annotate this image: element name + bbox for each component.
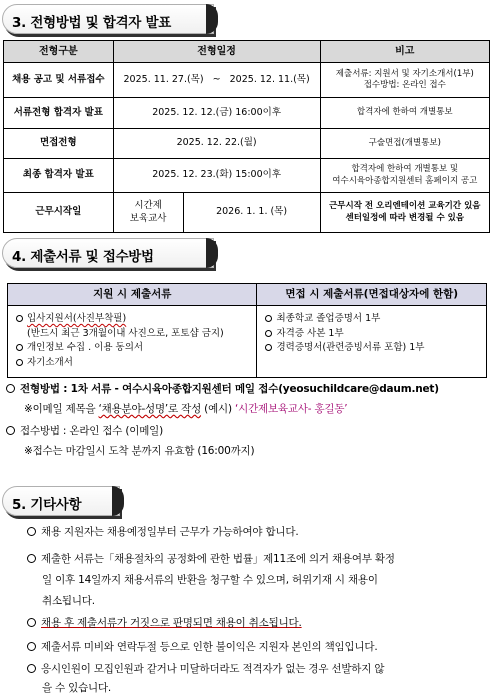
row-label: 서류전형 합격자 발표 bbox=[4, 98, 114, 129]
note-item bbox=[27, 549, 395, 612]
row-note: 합격자에 한하여 개별통보 bbox=[320, 98, 489, 129]
list-item-text: 개인정보 수집 . 이용 동의서 bbox=[27, 342, 144, 354]
section-3-title: 3. 전형방법 및 합격자 발표 bbox=[12, 15, 171, 31]
row-schedule: 2025. 12. 23.(화) 15:00이후 bbox=[113, 159, 320, 193]
list-item-text: 입사지원서(사진부착필) bbox=[27, 313, 127, 324]
list-item: (반드시 최근 3개월이내 사진으로, 포토샵 금지) bbox=[27, 327, 224, 339]
method-text: ※이메일 제목을 bbox=[24, 403, 99, 415]
row-note bbox=[320, 159, 489, 193]
method-line-4 bbox=[24, 443, 254, 458]
header-note: 비고 bbox=[320, 41, 489, 63]
section-5-heading bbox=[2, 486, 120, 516]
note-text: 을 수 있습니다. bbox=[42, 682, 112, 694]
note-text: 응시인원이 모집인원과 같거나 미달하더라도 적격자가 없는 경우 선발하지 않 bbox=[41, 663, 385, 675]
section-4-heading bbox=[2, 238, 214, 268]
table-row bbox=[4, 193, 490, 233]
type-line: 보육교사 bbox=[129, 212, 167, 224]
row-label: 최종 합격자 발표 bbox=[4, 159, 114, 193]
row-schedule: 2025. 12. 12.(금) 16:00이후 bbox=[113, 98, 320, 129]
method-text: 접수방법 : 온라인 접수 (이메일) bbox=[20, 425, 163, 437]
list-item-text: 자격증 사본 1부 bbox=[276, 327, 344, 339]
circle-bullet-icon bbox=[27, 554, 36, 563]
type-line: 시간제 bbox=[134, 199, 162, 211]
note-line: 센터일정에 따라 변경될 수 있음 bbox=[345, 212, 465, 223]
row-label: 채용 공고 및 서류접수 bbox=[4, 63, 114, 98]
row-type bbox=[113, 193, 183, 233]
list-item-text: 자기소개서 bbox=[27, 357, 73, 369]
heading-tab-decoration bbox=[206, 4, 218, 34]
note-text: 취소됩니다. bbox=[42, 595, 95, 607]
circle-bullet-icon bbox=[16, 315, 23, 322]
documents-table bbox=[7, 283, 487, 378]
circle-bullet-icon bbox=[6, 426, 15, 435]
header-category: 전형구분 bbox=[4, 41, 114, 63]
list-item bbox=[265, 312, 478, 327]
note-item bbox=[27, 615, 302, 630]
list-item bbox=[16, 312, 248, 327]
email-subject-example: ‘시간제보육교사- 홍길동’ bbox=[235, 403, 348, 415]
email-subject-rule: ‘채용분야-성명’로 작성 bbox=[98, 403, 202, 415]
list-item-text: 최종학교 졸업증명서 1부 bbox=[276, 313, 381, 324]
schedule-table bbox=[3, 40, 490, 233]
row-schedule: 2025. 11. 27.(목) ~ 2025. 12. 11.(목) bbox=[113, 63, 320, 98]
list-item-text: 경력증명서(관련증빙서류 포함) 1부 bbox=[276, 342, 425, 354]
apply-docs-list bbox=[8, 306, 257, 378]
circle-bullet-icon bbox=[27, 527, 36, 536]
circle-bullet-icon bbox=[6, 384, 15, 393]
row-label: 근무시작일 bbox=[4, 193, 114, 233]
circle-bullet-icon bbox=[27, 618, 36, 627]
method-text: 전형방법 : 1차 서류 - 여수시육아종합지원센터 메일 접수(yeosuchildcare@daum.net) bbox=[20, 383, 439, 395]
note-line: 근무시작 전 오리엔테이션 교육기간 있음 bbox=[329, 201, 481, 212]
table-header-row bbox=[4, 41, 490, 63]
row-note bbox=[320, 63, 489, 98]
note-line: 합격자에 한하여 개별통보 및 bbox=[351, 164, 459, 175]
header-schedule: 전형일정 bbox=[113, 41, 320, 63]
note-item bbox=[27, 639, 377, 654]
table-row bbox=[4, 159, 490, 193]
circle-bullet-icon bbox=[16, 344, 23, 351]
table-row bbox=[4, 98, 490, 129]
section-3-heading bbox=[2, 4, 214, 34]
heading-tab-decoration bbox=[112, 486, 124, 516]
note-item bbox=[27, 660, 384, 698]
note-text: 제출서류 미비와 연락두절 등으로 인한 불이익은 지원자 본인의 책임입니다. bbox=[41, 641, 378, 653]
header-apply-docs: 지원 시 제출서류 bbox=[8, 284, 257, 306]
table-row bbox=[4, 63, 490, 98]
note-text: 일 이후 14일까지 채용서류의 반환을 청구할 수 있으며, 허위기재 시 채용이 bbox=[42, 574, 378, 586]
row-note bbox=[320, 193, 489, 233]
method-line-2 bbox=[24, 401, 347, 416]
method-line-1 bbox=[6, 381, 439, 396]
table-row bbox=[8, 306, 487, 378]
note-line: 접수방법: 온라인 접수 bbox=[363, 80, 446, 90]
circle-bullet-icon bbox=[27, 664, 36, 673]
circle-bullet-icon bbox=[265, 344, 272, 351]
row-note: 구술면접(개별통보) bbox=[320, 129, 489, 159]
row-schedule: 2025. 12. 22.(월) bbox=[113, 129, 320, 159]
note-text: 제출한 서류는「채용절차의 공정화에 관한 법률」제11조에 의거 채용여부 확정 bbox=[41, 553, 395, 565]
row-label: 면접전형 bbox=[4, 129, 114, 159]
interview-docs-list bbox=[257, 306, 487, 378]
section-5-title: 5. 기타사항 bbox=[12, 497, 82, 513]
table-row bbox=[4, 129, 490, 159]
note-line: 여수시육아종합지원센터 홈페이지 공고 bbox=[332, 175, 478, 186]
note-text: 채용 지원자는 채용예정일부터 근무가 가능하여야 합니다. bbox=[41, 526, 299, 538]
note-item bbox=[27, 524, 298, 539]
method-text: (예시) bbox=[201, 403, 235, 415]
header-interview-docs: 면접 시 제출서류(면접대상자에 한함) bbox=[257, 284, 487, 306]
circle-bullet-icon bbox=[265, 330, 272, 337]
circle-bullet-icon bbox=[16, 359, 23, 366]
note-line: 제출서류: 지원서 및 자기소개서(1부) bbox=[335, 68, 474, 79]
row-schedule: 2026. 1. 1. (목) bbox=[183, 193, 320, 233]
list-item bbox=[16, 341, 248, 356]
list-item bbox=[265, 341, 478, 356]
circle-bullet-icon bbox=[27, 642, 36, 651]
note-text: 채용 후 제출서류가 거짓으로 판명되면 채용이 취소됩니다. bbox=[41, 617, 302, 629]
heading-tab-decoration bbox=[206, 238, 218, 268]
table-header-row bbox=[8, 284, 487, 306]
list-item bbox=[16, 356, 248, 371]
list-item bbox=[265, 327, 478, 342]
method-line-3 bbox=[6, 423, 163, 438]
circle-bullet-icon bbox=[265, 315, 272, 322]
section-4-title: 4. 제출서류 및 접수방법 bbox=[12, 249, 154, 265]
method-text: ※접수는 마감일시 도착 분까지 유효함 (16:00까지) bbox=[24, 445, 255, 457]
